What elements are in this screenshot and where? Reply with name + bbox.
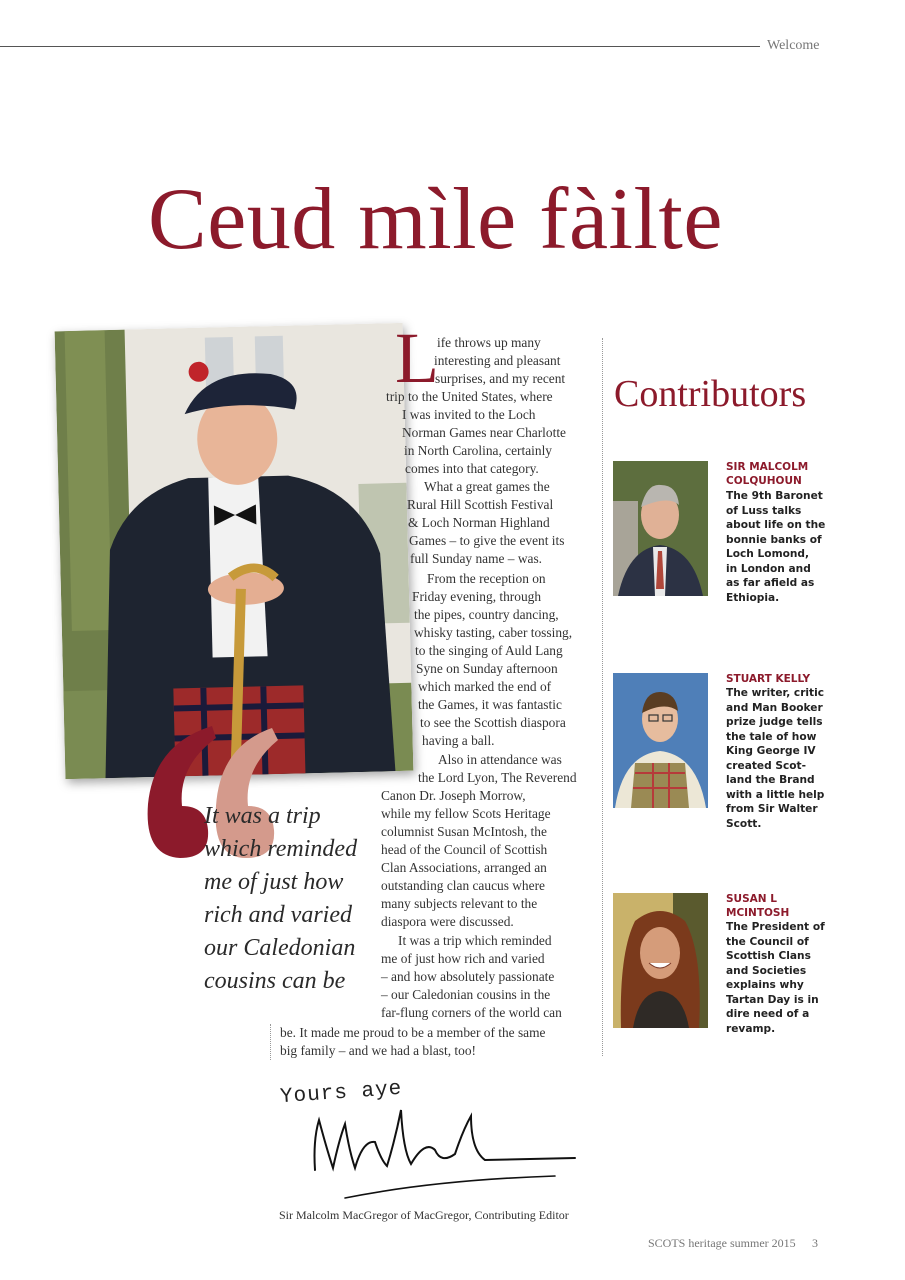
- article-line: From the reception on: [427, 571, 546, 586]
- contributor-desc-line: King George IV: [726, 745, 816, 757]
- contributor-desc-line: of Luss talks: [726, 504, 802, 517]
- article-line: big family – and we had a blast, too!: [280, 1043, 476, 1058]
- article-line: head of the Council of Scottish: [381, 842, 548, 857]
- contributors-title: Contributors: [614, 373, 807, 415]
- author-credit: Sir Malcolm MacGregor of MacGregor, Contributing Editor: [279, 1208, 569, 1222]
- contributor-desc-line: and Societies: [726, 964, 807, 977]
- article-line: – our Caledonian cousins in the: [381, 987, 551, 1002]
- section-label: Welcome: [767, 38, 820, 53]
- article-line: surprises, and my recent: [435, 371, 566, 386]
- article-line: while my fellow Scots Heritage: [381, 806, 551, 821]
- article-line: trip to the United States, where: [386, 389, 553, 404]
- contributor-name-line: COLQUHOUN: [726, 475, 802, 487]
- article-line: columnist Susan McIntosh, the: [381, 824, 547, 839]
- contributor-desc-line: revamp.: [726, 1022, 776, 1035]
- article-line: full Sunday name – was.: [410, 551, 543, 566]
- contributor-desc-line: Tartan Day is in: [726, 993, 819, 1006]
- contributor-desc-line: The 9th Baronet: [726, 490, 823, 502]
- page-headline: Ceud mìle fàilte: [148, 171, 723, 268]
- article-line: the Games, it was fantastic: [418, 697, 562, 712]
- article-line: – and how absolutely passionate: [381, 969, 555, 984]
- contributor-desc-line: from Sir Walter: [726, 803, 818, 815]
- contributor-description: [726, 686, 826, 831]
- contributor-portrait-colquhoun-illustration: [613, 461, 708, 596]
- contributor-desc-line: and Man Booker: [726, 701, 823, 714]
- contributor-desc-line: The writer, critic: [726, 687, 825, 699]
- article-line: Also in attendance was: [438, 752, 562, 767]
- contributor-name: [726, 892, 846, 920]
- article-line: interesting and pleasant: [434, 353, 561, 368]
- contributor-desc-line: created Scot-: [726, 759, 807, 772]
- article-line: diaspora were discussed.: [381, 914, 514, 929]
- contributor-desc-line: the Council of: [726, 935, 809, 948]
- article-line: the Lord Lyon, The Reverend: [418, 770, 577, 785]
- article-line: having a ball.: [422, 733, 495, 748]
- contributor-desc-line: about life on the: [726, 519, 826, 531]
- contributor-portrait-colquhoun: [613, 461, 708, 596]
- article-line: ife throws up many: [437, 335, 541, 350]
- contributor-description: [726, 489, 826, 605]
- contributor-name: [726, 672, 846, 686]
- article-line: What a great games the: [424, 479, 550, 494]
- contributor-desc-line: Scott.: [726, 817, 762, 830]
- contributor-name: [726, 460, 846, 488]
- contributor-name-line: MCINTOSH: [726, 907, 790, 919]
- contributor-desc-line: Scottish Clans: [726, 950, 811, 962]
- contributor-desc-line: Loch Lomond,: [726, 548, 810, 560]
- article-line: to see the Scottish diaspora: [420, 715, 566, 730]
- pull-quote: It was a trip which reminded me of just how rich and varied our Caledonian cousins can be: [204, 803, 358, 994]
- column-divider: [602, 338, 603, 1056]
- article-line: whisky tasting, caber tossing,: [414, 625, 573, 640]
- contributor-name-line: SIR MALCOLM: [726, 461, 809, 473]
- page-number: 3: [812, 1236, 818, 1250]
- article-line: Games – to give the event its: [409, 533, 565, 548]
- article-line: me of just how rich and varied: [381, 951, 545, 966]
- article-line: & Loch Norman Highland: [408, 515, 550, 530]
- article-line: It was a trip which reminded: [398, 933, 552, 948]
- contributor-desc-line: in London and: [726, 562, 811, 575]
- contributor-desc-line: with a little help: [726, 788, 825, 801]
- article-line: Clan Associations, arranged an: [381, 860, 547, 875]
- article-line: far-flung corners of the world can: [381, 1005, 562, 1020]
- contributor-portrait-mcintosh: [613, 893, 708, 1028]
- signature-scribble: [275, 1077, 595, 1200]
- article-line: outstanding clan caucus where: [381, 878, 545, 893]
- contributor-name-line: SUSAN L: [726, 893, 777, 905]
- article-line: the pipes, country dancing,: [414, 607, 559, 622]
- article-line: be. It made me proud to be a member of the same: [280, 1025, 546, 1040]
- article-line: which marked the end of: [418, 679, 552, 694]
- contributor-desc-line: bonnie banks of: [726, 533, 822, 546]
- footer-magazine: SCOTS heritage summer 2015: [648, 1236, 796, 1250]
- contributor-desc-line: Ethiopia.: [726, 591, 780, 604]
- contributor-name-line: STUART KELLY: [726, 673, 811, 685]
- article-line: Norman Games near Charlotte: [402, 425, 566, 440]
- article-line: Canon Dr. Joseph Morrow,: [381, 788, 526, 803]
- article-line: comes into that category.: [405, 461, 539, 476]
- contributor-desc-line: as far afield as: [726, 577, 815, 589]
- article-line: in North Carolina, certainly: [404, 443, 552, 458]
- contributor-desc-line: land the Brand: [726, 774, 815, 786]
- contributor-description: [726, 920, 826, 1036]
- contributor-desc-line: prize judge tells: [726, 716, 823, 728]
- article-line: Syne on Sunday afternoon: [416, 661, 558, 676]
- contributor-portrait-mcintosh-illustration: [613, 893, 708, 1028]
- contributor-portrait-kelly: [613, 673, 708, 808]
- contributor-desc-line: dire need of a: [726, 1008, 810, 1020]
- contributor-portrait-kelly-illustration: [613, 673, 708, 808]
- article-line: Rural Hill Scottish Festival: [407, 497, 554, 512]
- contributor-desc-line: explains why: [726, 979, 804, 991]
- article-line: to the singing of Auld Lang: [415, 643, 563, 658]
- contributor-desc-line: The President of: [726, 921, 825, 933]
- contributor-desc-line: the tale of how: [726, 730, 817, 743]
- sign-off: Yours aye: [279, 1077, 404, 1110]
- article-line: many subjects relevant to the: [381, 896, 538, 911]
- drop-cap: L: [395, 318, 439, 398]
- article-line: Friday evening, through: [412, 589, 542, 604]
- column-divider: [270, 1024, 271, 1060]
- article-line: I was invited to the Loch: [402, 407, 536, 422]
